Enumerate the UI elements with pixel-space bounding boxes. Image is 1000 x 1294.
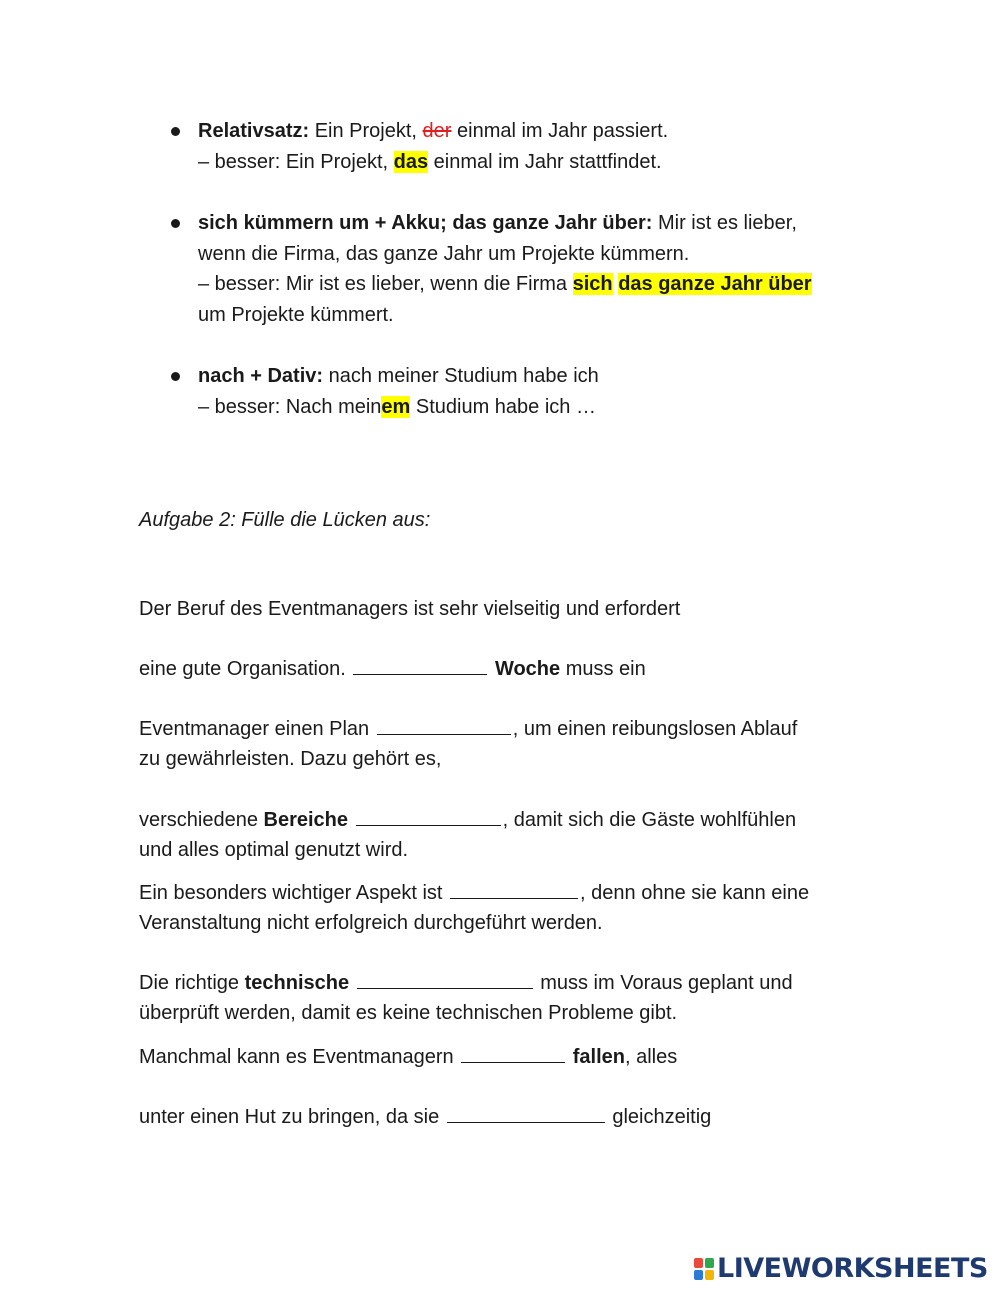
text: eine gute Organisation. (139, 658, 352, 680)
text: Manchmal kann es Eventmanagern (139, 1046, 460, 1068)
bullet-icon (171, 219, 180, 228)
gap-input[interactable] (377, 716, 511, 735)
bullet-icon (171, 372, 180, 381)
task-paragraph (139, 1042, 677, 1072)
text-line (139, 805, 796, 835)
text: , um einen reibungslosen Ablauf (512, 718, 798, 740)
correction-line (198, 208, 898, 239)
correction-item-dativ (198, 361, 898, 422)
text: Ein besonders wichtiger Aspekt ist (139, 882, 449, 904)
correction-label: Relativsatz: (198, 120, 310, 142)
gap-input[interactable] (353, 656, 487, 675)
text: – besser: Mir ist es lieber, wenn die Firma (198, 273, 573, 295)
task-paragraph: Der Beruf des Eventmanagers ist sehr vielseitig und erfordert (139, 598, 681, 620)
text: , denn ohne sie kann eine (580, 882, 810, 904)
correction-label: nach + Dativ: (198, 365, 324, 387)
text: muss ein (560, 658, 646, 680)
text: , damit sich die Gäste wohlfühlen (502, 809, 797, 831)
logo-icon (694, 1258, 714, 1280)
task-paragraph (139, 878, 809, 938)
correction-item-kuemmern (198, 208, 898, 330)
text: verschiedene (139, 809, 264, 831)
text: Studium habe ich … (410, 395, 596, 418)
text: – besser: Ein Projekt, (198, 150, 394, 173)
text: nach meiner Studium habe ich (323, 365, 599, 387)
text: – besser: Nach mein (198, 395, 382, 418)
bold-word: technische (244, 972, 350, 994)
bullet-icon (171, 127, 180, 136)
correction-line (198, 392, 898, 423)
correction-line (198, 116, 898, 147)
highlight: sich (572, 273, 613, 295)
text-line (139, 878, 809, 908)
text-line: Veranstaltung nicht erfolgreich durchgeführt werden. (139, 912, 603, 934)
correction-line: um Projekte kümmert. (198, 303, 394, 326)
text: Die richtige (139, 972, 245, 994)
text: unter einen Hut zu bringen, da sie (139, 1106, 445, 1128)
text: Eventmanager einen Plan (139, 718, 375, 740)
correction-line: wenn die Firma, das ganze Jahr um Projekte kümmern. (198, 242, 690, 265)
gap-input[interactable] (461, 1044, 565, 1063)
text: einmal im Jahr stattfindet. (428, 150, 662, 173)
correction-line (198, 269, 898, 300)
gap-input[interactable] (357, 970, 533, 989)
text: , alles (625, 1046, 678, 1068)
liveworksheets-logo (694, 1253, 988, 1284)
bold-word: Woche (494, 658, 561, 680)
logo-square (694, 1270, 703, 1280)
gap-input[interactable] (356, 807, 501, 826)
highlight: das ganze Jahr über (618, 273, 812, 295)
correction-line (198, 147, 898, 178)
struck-word: der (422, 120, 452, 142)
bold-word: Bereiche (263, 809, 349, 831)
text: Mir ist es lieber, (652, 212, 797, 234)
text-line (139, 714, 797, 744)
task-paragraph (139, 1102, 711, 1132)
task-title: Aufgabe 2: Fülle die Lücken aus: (139, 509, 431, 531)
text: einmal im Jahr passiert. (451, 120, 669, 142)
text: gleichzeitig (606, 1106, 712, 1128)
highlight: das (393, 150, 429, 173)
text-line (139, 968, 793, 998)
text: Ein Projekt, (309, 120, 423, 142)
text-line: überprüft werden, damit es keine technischen Probleme gibt. (139, 1002, 678, 1024)
logo-square (705, 1270, 714, 1280)
task-paragraph (139, 714, 797, 774)
logo-text: LIVEWORKSHEETS (717, 1253, 988, 1284)
task-paragraph (139, 968, 793, 1028)
highlight: em (381, 395, 411, 418)
gap-input[interactable] (450, 880, 578, 899)
text-line: zu gewährleisten. Dazu gehört es, (139, 748, 442, 770)
correction-label: sich kümmern um + Akku; das ganze Jahr über: (198, 212, 653, 234)
text-line: und alles optimal genutzt wird. (139, 839, 409, 861)
correction-item-relativsatz (198, 116, 898, 177)
correction-line (198, 361, 898, 392)
task-paragraph (139, 654, 646, 684)
logo-square (705, 1258, 714, 1268)
task-paragraph (139, 805, 796, 865)
text: muss im Voraus geplant und (534, 972, 793, 994)
logo-square (694, 1258, 703, 1268)
bold-word: fallen (572, 1046, 625, 1068)
gap-input[interactable] (447, 1104, 605, 1123)
